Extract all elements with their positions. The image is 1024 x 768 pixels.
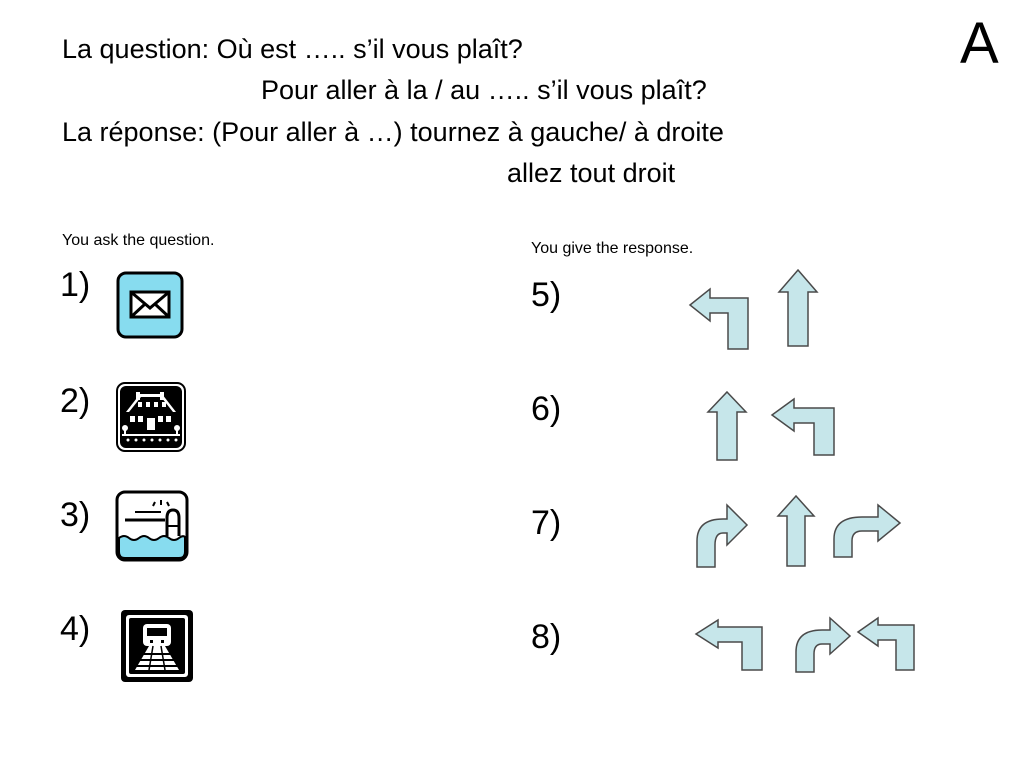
straight-arrow-icon — [706, 390, 748, 462]
right-instruction: You give the response. — [531, 240, 694, 257]
slide-letter: A — [960, 11, 999, 76]
left-instruction: You ask the question. — [62, 232, 215, 249]
turn-left-arrow-icon — [694, 618, 764, 672]
straight-arrow-icon — [777, 268, 819, 348]
response-number-5: 5) — [531, 276, 562, 314]
train-station-icon — [119, 608, 195, 684]
curved-right-arrow-icon — [832, 503, 902, 559]
response-number-7: 7) — [531, 504, 562, 542]
turn-left-arrow-icon — [856, 616, 916, 672]
response-number-6: 6) — [531, 390, 562, 428]
post-office-envelope-icon — [116, 271, 184, 339]
question-number-3: 3) — [60, 496, 91, 534]
straight-arrow-icon — [776, 494, 816, 568]
question-number-2: 2) — [60, 382, 91, 420]
curved-right-arrow-icon — [695, 503, 749, 569]
heading-line-1: La question: Où est ….. s’il vous plaît? — [62, 34, 523, 64]
heading-line-4: allez tout droit — [507, 158, 676, 188]
question-number-4: 4) — [60, 610, 91, 648]
turn-left-arrow-icon — [770, 397, 836, 457]
turn-left-arrow-icon — [688, 287, 750, 351]
heading-line-2: Pour aller à la / au ….. s’il vous plaît? — [261, 75, 707, 105]
response-number-8: 8) — [531, 618, 562, 656]
curved-right-arrow-icon — [794, 616, 852, 674]
heading-line-3: La réponse: (Pour aller à …) tournez à gauche/ à droite — [62, 117, 724, 147]
question-number-1: 1) — [60, 266, 91, 304]
house-icon — [116, 382, 186, 452]
swimming-pool-icon — [115, 490, 189, 562]
